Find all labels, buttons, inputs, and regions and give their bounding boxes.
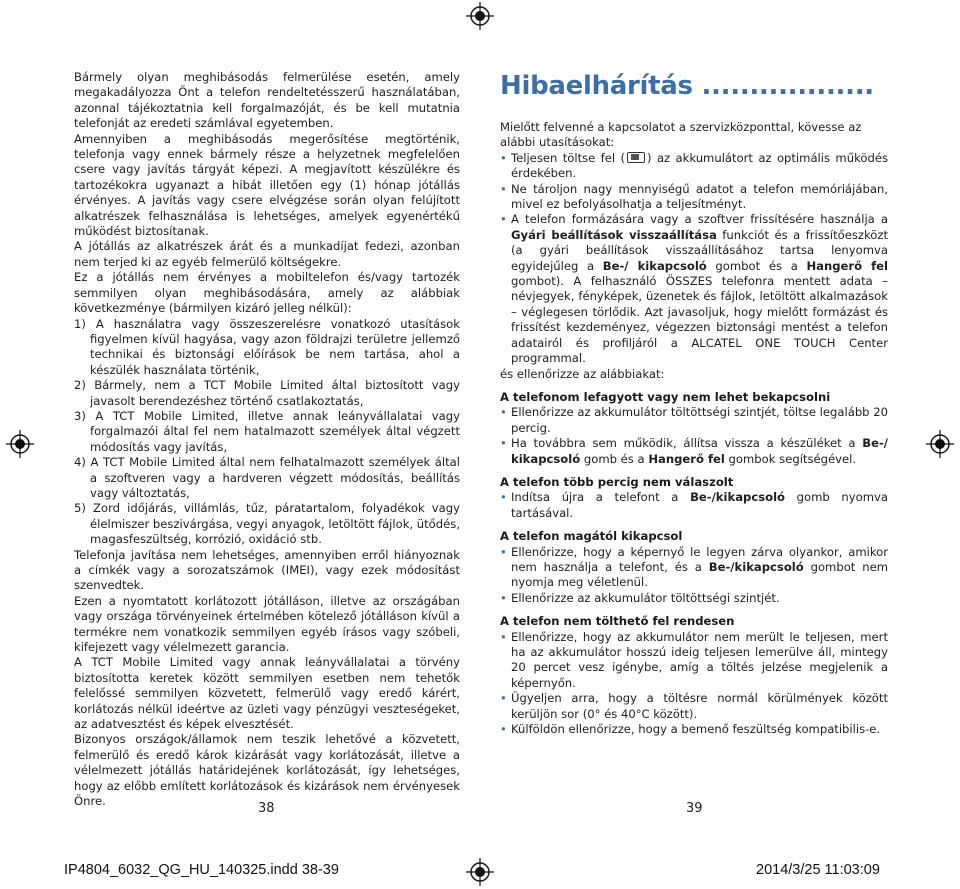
list-item: • Ellenőrizze, hogy az akkumulátor nem merült le teljesen, mert ha az akkumulátor hosszú ideig teljesen lemerülve áll, mintegy 20 percet vesz igénybe, amíg a töltés jelzése megjelenik a képernyőn. [500,630,888,692]
section-heading: A telefon nem tölthető fel rendesen [500,614,735,629]
right-page-column [500,70,888,737]
paragraph: A jótállás az alkatrészek árát és a munkadíjat fedezi, azonban nem terjed ki az egyéb felmerülő költségekre. [74,239,460,269]
list-item: 3) A TCT Mobile Limited, illetve annak leányvállalatai vagy forgalmazói által fel nem hatalmazott személyek által végzett módosítás vagy javítás, [74,408,460,454]
list-item: • Ellenőrizze, hogy a képernyő le legyen zárva olyankor, amikor nem használja a telefont, és a Be-/kikapcsoló gombot nem nyomja meg véletlenül. [500,545,888,591]
list-item: • Indítsa újra a telefont a Be-/kikapcsoló gomb nyomva tartásával. [500,490,888,521]
list-item: 2) Bármely, nem a TCT Mobile Limited által biztosított vagy javasolt berendezéshez történő csatlakoztatás, [74,378,460,408]
section-power-off [500,529,888,606]
paragraph: Bármely olyan meghibásodás felmerülése esetén, amely megakadályozza Önt a telefon rendeltetésszerű használatában, azonnal tájékoztatnia kell forgalmazóját, és be kell mutatnia telefonját az eredeti számlával egyetemben. [74,70,460,131]
section-heading: A telefonom lefagyott vagy nem lehet bekapcsolni [500,389,831,404]
page-number-left: 38 [258,801,275,816]
list-item: • Ügyeljen arra, hogy a töltésre normál körülmények között kerüljön sor (0° és 40°C között). [500,691,888,722]
list-item: • Ellenőrizze az akkumulátor töltöttségi szintjét. [500,591,888,606]
paragraph: Bizonyos országok/államok nem teszik lehetővé a közvetett, felmerülő és eredő károk kizárását vagy korlátozását, illetve a vélelmezett jótállás határidejének korlátozását, így lehetséges, hogy az előbb említett korlátozások és kizárások nem érvényesek Önre. [74,732,460,809]
section-frozen [500,390,888,467]
footer-filename: IP4804_6032_QG_HU_140325.indd 38-39 [64,862,339,878]
paragraph: Amennyiben a meghibásodás megerősítése megtörténik, telefonja vagy ennek bármely része a helyzetnek megfelelően csere vagy javítás tárgyát képezi. A megjavított készülékre és tartozékokra ugyanazt a hibát illetően egy (1) hónap jótállás érvényes. A javítás vagy csere elvégzése során olyan felújított alkatrészek felhasználása is lehetséges, amelyek egyenértékű működést biztosítanak. [74,131,460,239]
list-item: • A telefon formázására vagy a szoftver frissítésére használja a Gyári beállítások visszaállítása funkciót és a frissítőeszközt (a gyári beállítások visszaállításához tartsa lenyomva egyidejűleg a Be-/ kikapcsoló gombot és a Hangerő fel gombot). A felhasználó ÖSSZES telefonra mentett adata – névjegyek, fényképek, üzenetek és fájlok, letöltött alkalmazások – véglegesen törlődik. Azt javasoljuk, hogy mielőtt formázást és frissítést kezdeményez, végezzen biztonsági mentést a telefon adatairól és profiljáról a ALCATEL ONE TOUCH Center programmal. [500,212,888,366]
page-title: Hibaelhárítás .................. [500,71,874,101]
paragraph: Ez a jótállás nem érvényes a mobiltelefon és/vagy tartozék semmilyen olyan meghibásodására, amely az alábbiak következménye (bármilyen kizáró jelleg nélkül): [74,270,460,316]
registration-mark-icon [466,858,494,886]
paragraph: Ezen a nyomtatott korlátozott jótálláson, illetve az országában vagy országa törvényeinek értelmében kötelező jótálláson kívül a termékre nem vonatkozik semmilyen egyéb írásos vagy szóbeli, kifejezett vagy vélelmezett garancia. [74,593,460,655]
list-item: 5) Zord időjárás, villámlás, tűz, páratartalom, folyadékok vagy élelmiszer beszivárgása, vegyi anyagok, letöltött fájlok, ütődés, magasfeszültség, korrózió, oxidáció stb. [74,501,460,547]
list-item: • Ellenőrizze az akkumulátor töltöttségi szintjét, töltse legalább 20 percig. [500,405,888,436]
check-text: és ellenőrizze az alábbiakat: [500,366,665,381]
section-unresponsive [500,475,888,521]
list-item: • Teljesen töltse fel ( ) az akkumulátort az optimális működés érdekében. [500,151,888,182]
battery-charge-icon [627,152,645,163]
list-item: • Ne tároljon nagy mennyiségű adatot a telefon memóriájában, mivel ez befolyásolhatja a teljesítményt. [500,182,888,213]
left-page-column [74,70,460,810]
paragraph: Telefonja javítása nem lehetséges, amennyiben erről hiányoznak a címkék vagy a sorozatszámok (IMEI), vagy ezek módosítást szenvedtek. [74,547,460,593]
intro-text: Mielőtt felvenné a kapcsolatot a szervizközponttal, kövesse az alábbi utasításokat: [500,120,862,150]
paragraph: A TCT Mobile Limited vagy annak leányvállalatai a törvény biztosította keretek között semmilyen esetben nem tehetők felelőssé semmilyen közvetett, felmerülő vagy eredő kárért, korlátozás nélkül ideértve az üzleti vagy pénzügyi veszteségeket, az adatvesztést és képek elvesztését. [74,655,460,732]
page-number-right: 39 [686,801,703,816]
list-item: • Külföldön ellenőrizze, hogy a bemenő feszültség kompatibilis-e. [500,722,888,737]
section-heading: A telefon magától kikapcsol [500,529,683,544]
registration-mark-icon [926,430,954,458]
list-item: • Ha továbbra sem működik, állítsa vissza a készüléket a Be-/ kikapcsoló gomb és a Hangerő fel gombok segítségével. [500,436,888,467]
list-item: 4) A TCT Mobile Limited által nem felhatalmazott személyek által a szoftveren vagy a hardveren végzett módosítás, beállítás vagy változtatás, [74,455,460,500]
footer-timestamp: 2014/3/25 11:03:09 [756,862,880,878]
registration-mark-icon [6,430,34,458]
section-charging [500,614,888,737]
exclusion-list [74,317,460,548]
registration-mark-icon [466,2,494,30]
instruction-list [500,151,888,367]
section-heading: A telefon több percig nem válaszolt [500,474,734,489]
list-item: 1) A használatra vagy összeszerelésre vonatkozó utasítások figyelmen kívül hagyása, vagy azon földrajzi területre jellemző technikai és biztonsági előírások be nem tartása, ahol a készülék használata történik, [74,316,460,377]
